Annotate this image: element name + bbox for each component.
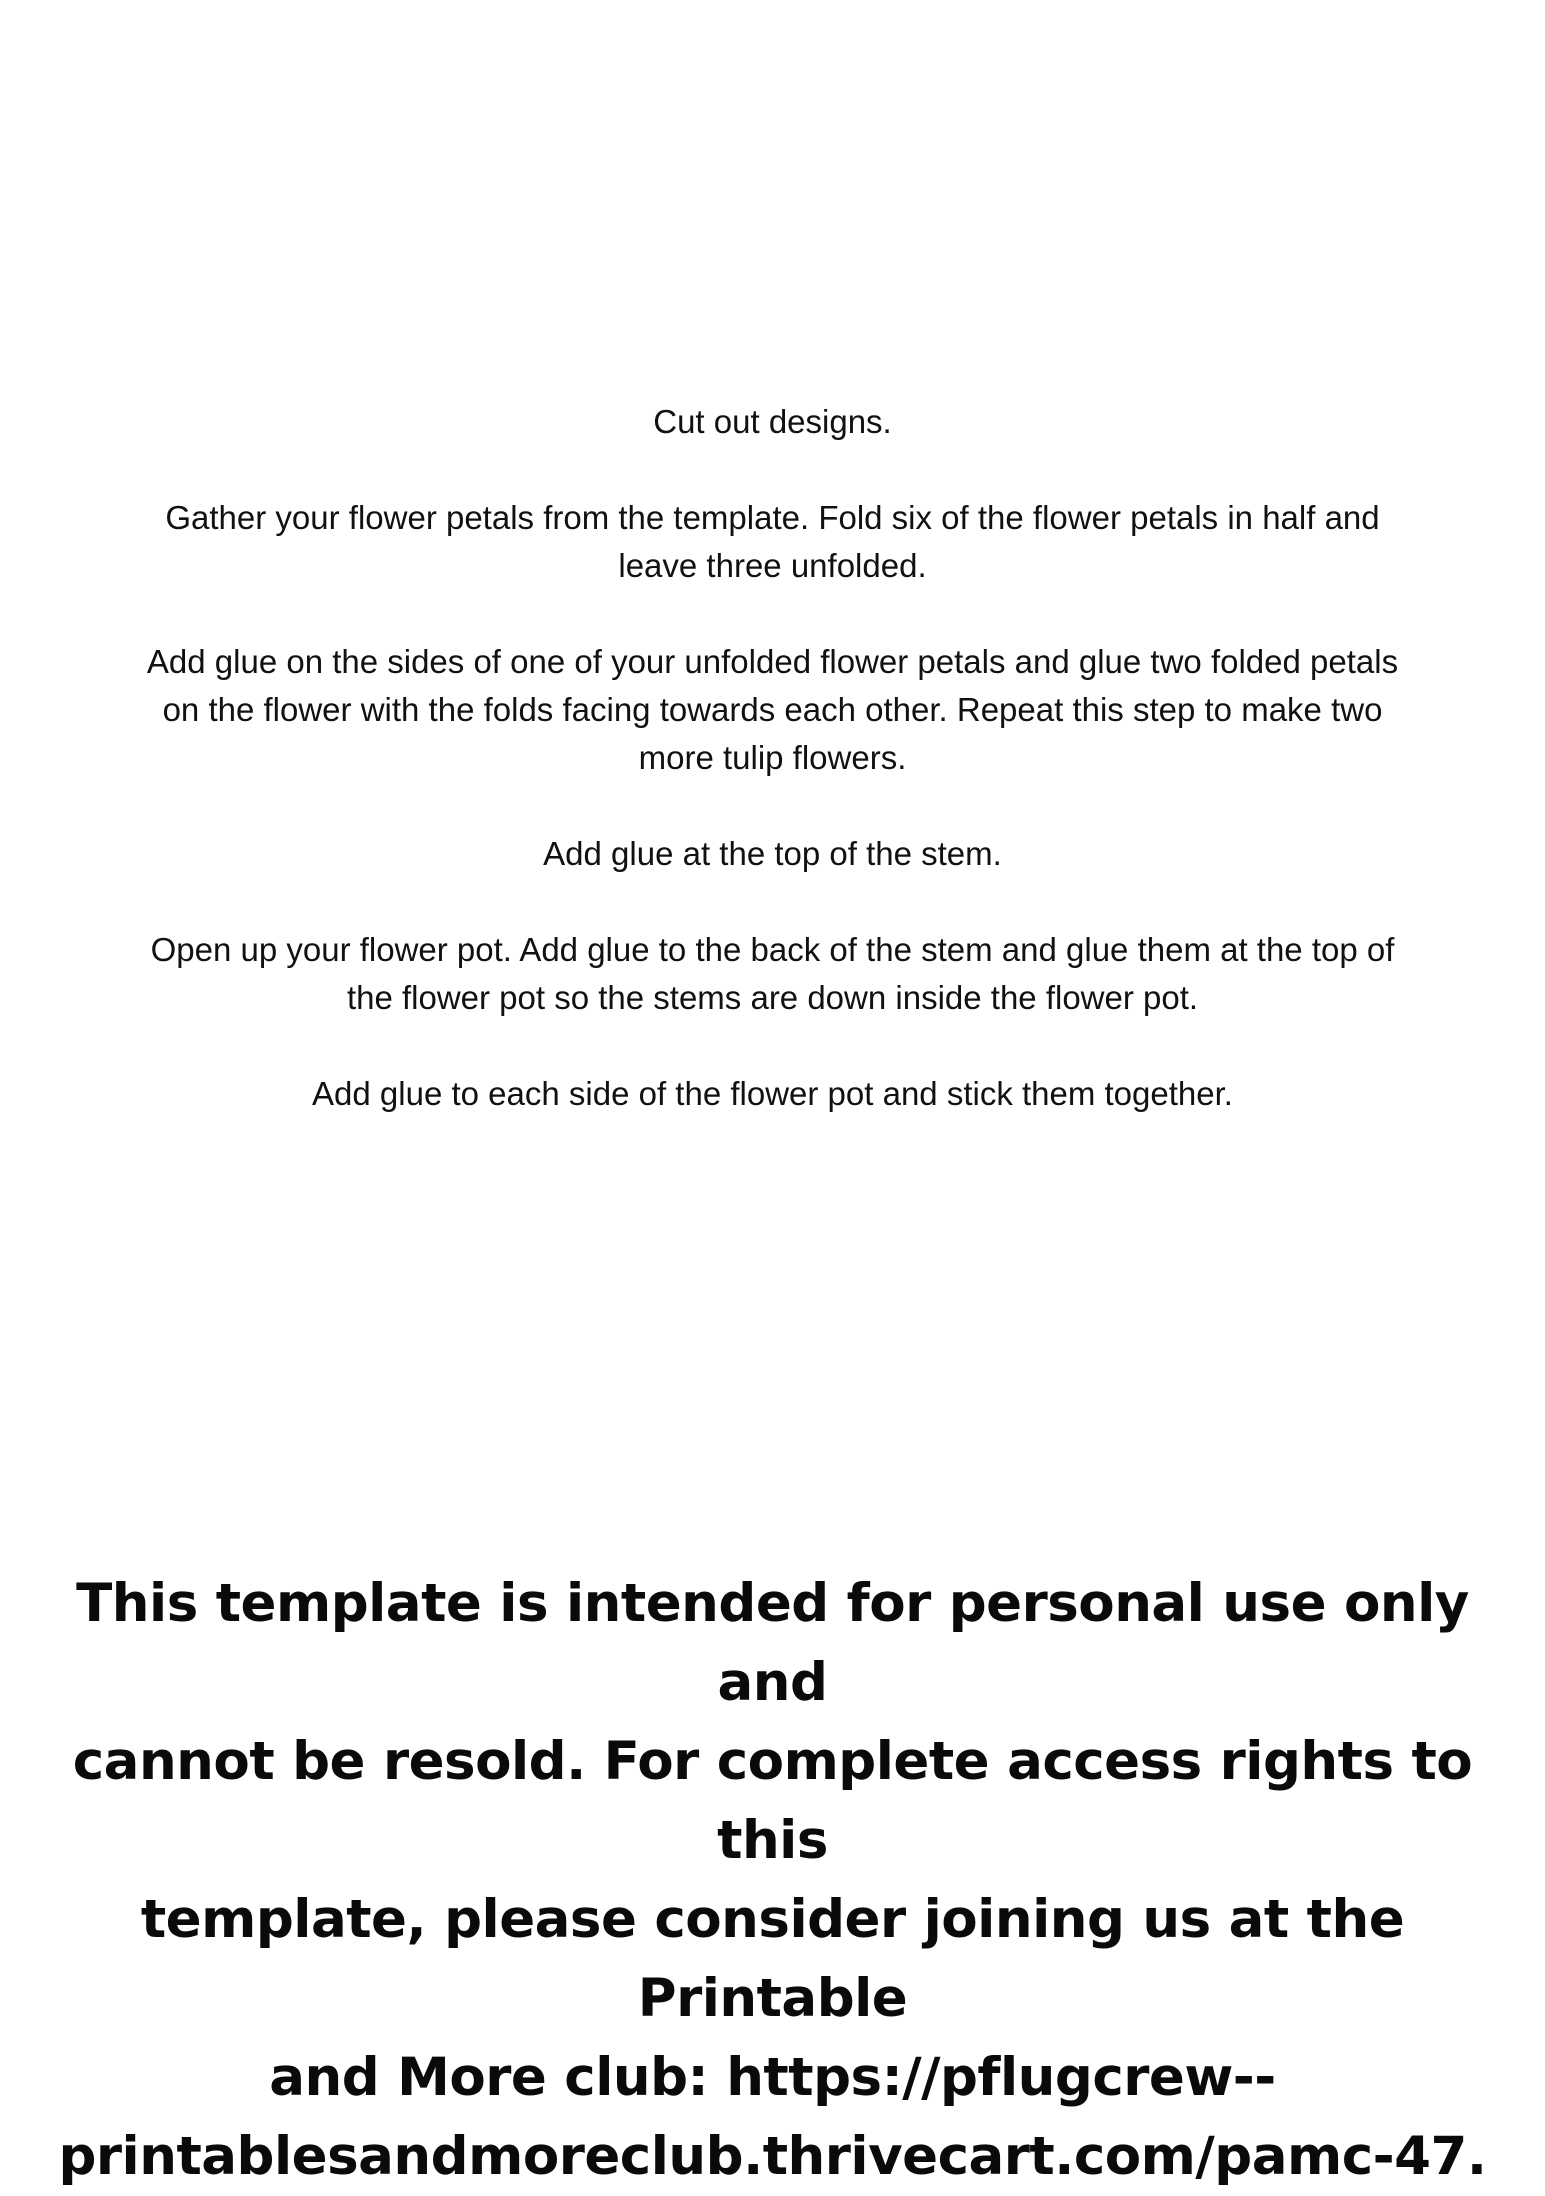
usage-notice: [20, 1564, 1525, 2196]
instruction-step: Add glue on the sides of one of your unfolded flower petals and glue two folded petals on the flower with the folds facing towards each other. Repeat this step to make two more tulip flowers.: [146, 643, 1399, 776]
notice-line: printablesandmoreclub.thrivecart.com/pamc-47.: [58, 2126, 1487, 2187]
instructions-block: [130, 398, 1415, 1166]
instruction-step: Open up your flower pot. Add glue to the back of the stem and glue them at the top of the flower pot so the stems are down inside the flower pot.: [150, 931, 1395, 1016]
instruction-step: Add glue to each side of the flower pot and stick them together.: [312, 1075, 1233, 1112]
notice-line: cannot be resold. For complete access rights to this: [72, 1731, 1473, 1871]
notice-line: This template is intended for personal use only and: [76, 1573, 1469, 1713]
notice-line: and More club: https://pflugcrew--: [269, 2047, 1276, 2108]
instruction-step: Gather your flower petals from the template. Fold six of the flower petals in half and leave three unfolded.: [165, 499, 1380, 584]
instruction-step: Add glue at the top of the stem.: [543, 835, 1002, 872]
notice-line: template, please consider joining us at the Printable: [140, 1889, 1405, 2029]
instruction-step: Cut out designs.: [653, 403, 892, 440]
